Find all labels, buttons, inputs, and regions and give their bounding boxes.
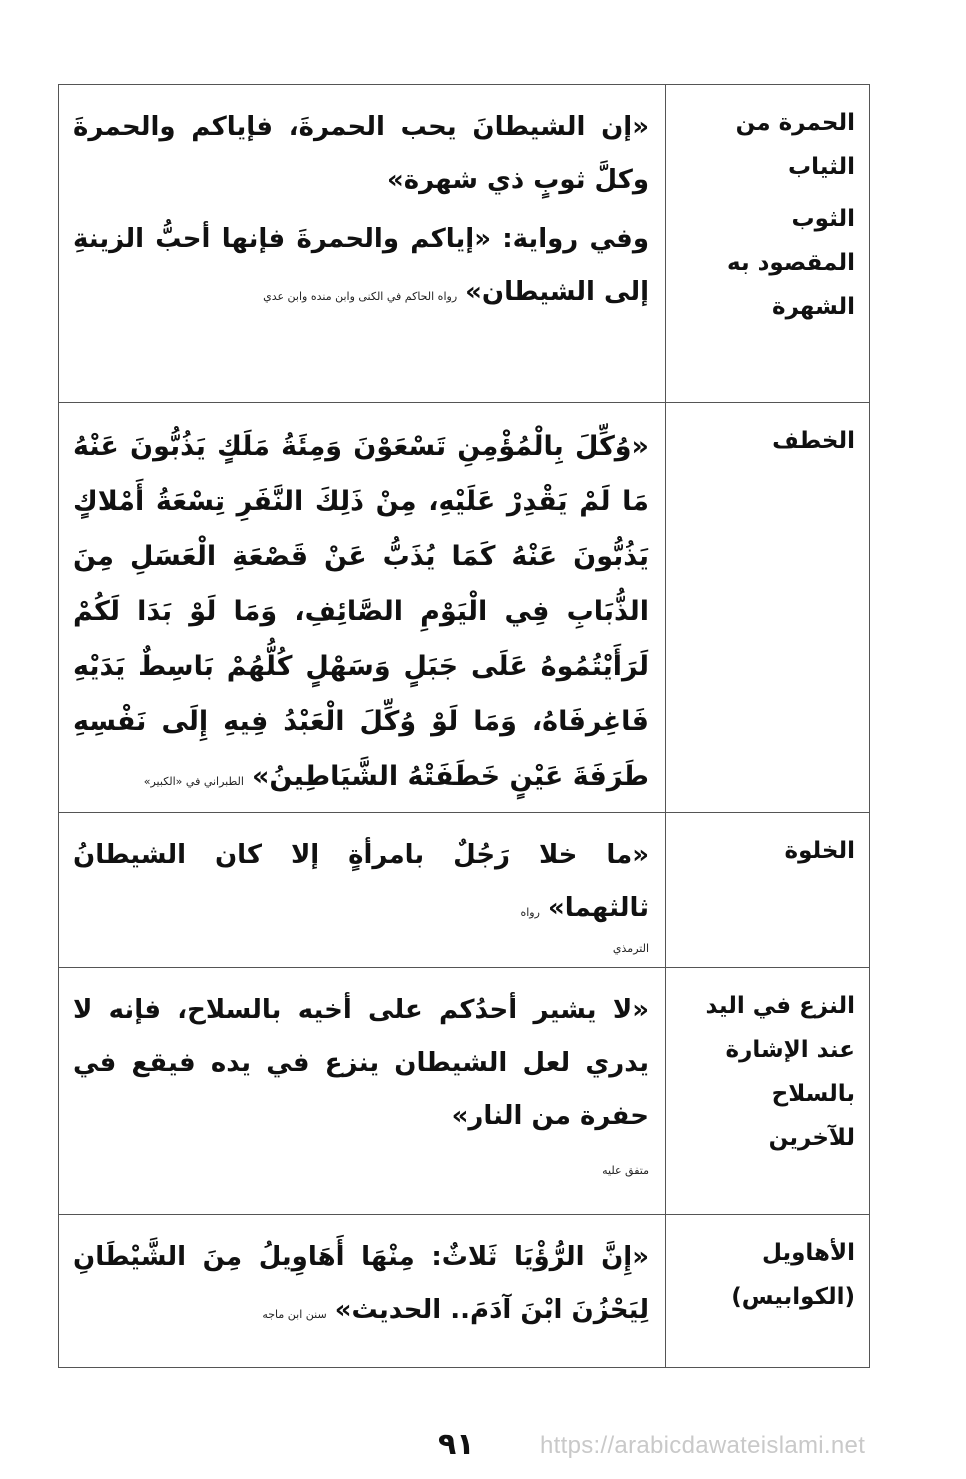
topic-line: الثوب — [791, 206, 855, 232]
hadith-paragraph — [73, 1231, 649, 1337]
content-cell — [59, 85, 666, 403]
topic-cell — [666, 813, 870, 968]
topic-line: الشهرة — [772, 294, 855, 320]
hadith-text: «وُكِّلَ بِالْمُؤْمِنِ تَسْعَوْنَ وَمِئَةُ مَلَكٍ يَذُبُّونَ عَنْهُ مَا لَمْ يَقْدِرْ عَلَيْهِ، مِنْ ذَلِكَ النَّفَرِ تِسْعَةُ أَمْلاكٍ يَذُبُّونَ عَنْهُ كَمَا يُذَبُّ عَنْ قَصْعَةِ الْعَسَلِ مِنَ الذُّبَابِ فِي الْيَوْمِ الصَّائِفِ، وَمَا لَوْ بَدَا لَكُمْ لَرَأَيْتُمُوهُ عَلَى جَبَلٍ وَسَهْلٍ كُلُّهُمْ بَاسِطٌ يَدَيْهِ فَاغِرفَاهُ، وَمَا لَوْ وُكِّلَ الْعَبْدُ فِيهِ إِلَى نَفْسِهِ طَرَفَةَ عَيْنٍ خَطَفَتْهُ الشَّيَاطِينُ» — [73, 431, 649, 792]
hadith-table — [58, 84, 870, 1368]
hadith-source: متفق عليه — [602, 1164, 649, 1177]
table-row — [59, 813, 870, 968]
hadith-source: رواه الحاكم في الكنى وابن منده وابن عدي — [263, 290, 458, 303]
table-row — [59, 403, 870, 813]
hadith-text: «لا يشير أحدُكم على أخيه بالسلاح، فإنه لا يدري لعل الشيطان ينزع في يده فيقع في حفرة من النار» — [73, 995, 649, 1131]
topic-line: بالسلاح — [771, 1081, 855, 1107]
topic-line: الحمرة من — [735, 110, 855, 136]
topic-line: الأهاويل — [761, 1240, 855, 1266]
hadith-text: «ما خلا رَجُلٌ بامرأةٍ إلا كان الشيطانُ ثالثهما» — [73, 840, 649, 923]
hadith-source: الطبراني في «الكبير» — [143, 775, 244, 788]
hadith-source: سنن ابن ماجه — [262, 1308, 327, 1321]
table-row — [59, 85, 870, 403]
hadith-paragraph — [73, 829, 649, 935]
topic-line: الخلوة — [784, 838, 855, 864]
hadith-paragraph — [73, 419, 649, 804]
topic-line: النزع في اليد — [705, 993, 855, 1019]
table-row — [59, 968, 870, 1215]
hadith-text: «إِنَّ الرُّؤْيَا ثَلاثٌ: مِنْهَا أَهَاوِيلُ مِنَ الشَّيْطَانِ لِيَحْزُنَ ابْنَ آدَمَ.. الحديث» — [73, 1242, 649, 1325]
hadith-variant-text: وفي رواية: «إياكم والحمرةَ فإنها أحبُّ الزينةِ إلى الشيطان» — [73, 224, 649, 307]
content-cell — [59, 813, 666, 968]
page-number: ٩١ — [438, 1427, 475, 1462]
topic-cell — [666, 968, 870, 1215]
table-row — [59, 1215, 870, 1368]
topic-line: الثياب — [787, 154, 855, 180]
content-cell — [59, 968, 666, 1215]
topic-line: الخطف — [772, 428, 855, 454]
topic-cell — [666, 1215, 870, 1368]
topic-cell — [666, 85, 870, 403]
hadith-source: الترمذي — [612, 942, 649, 955]
hadith-variant — [73, 213, 649, 319]
hadith-source-prefix: رواه — [520, 906, 540, 919]
hadith-text: «إن الشيطانَ يحب الحمرةَ، فإياكم والحمرةَ وكلَّ ثوبٍ ذي شهرة» — [73, 112, 649, 195]
content-cell — [59, 1215, 666, 1368]
topic-line: عند الإشارة — [725, 1037, 855, 1063]
topic-line: (الكوابيس) — [731, 1284, 855, 1310]
topic-cell — [666, 403, 870, 813]
topic-line: للآخرين — [768, 1125, 855, 1151]
topic-line: المقصود به — [727, 250, 855, 276]
content-cell — [59, 403, 666, 813]
watermark-url: https://arabicdawateislami.net — [540, 1432, 866, 1459]
